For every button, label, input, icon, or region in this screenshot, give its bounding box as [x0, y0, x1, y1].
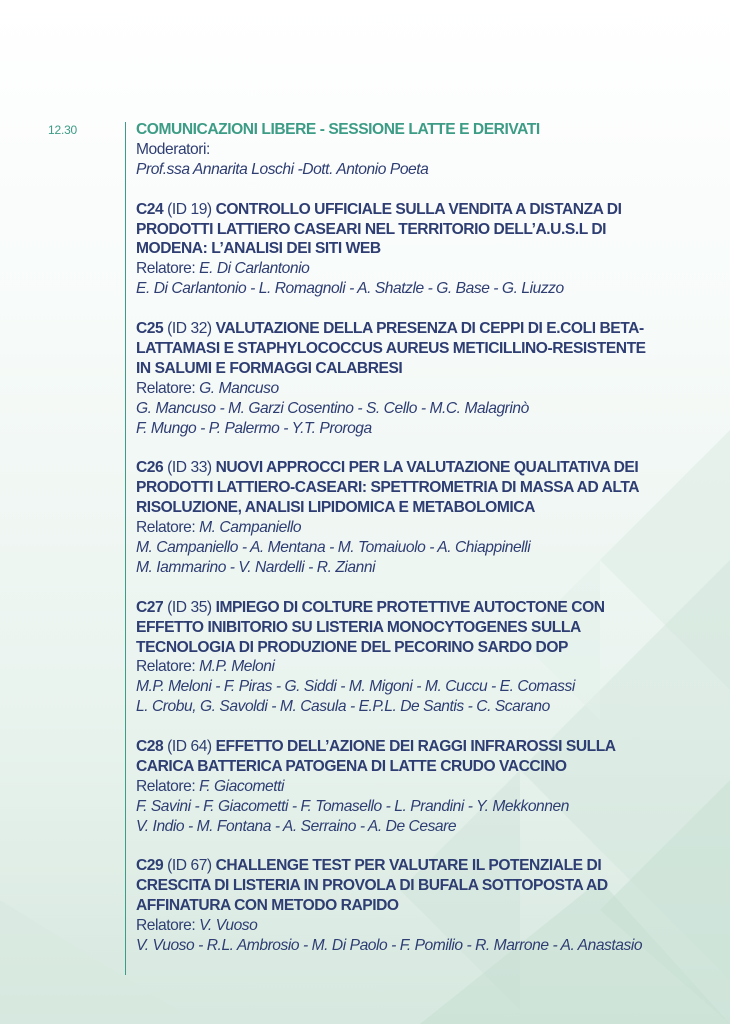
moderators-names: Prof.ssa Annarita Loschi -Dott. Antonio Poeta	[136, 160, 429, 178]
relatore-line	[136, 777, 696, 797]
abstract-title-text: EFFETTO DELL’AZIONE DEI RAGGI INFRAROSSI SULLA	[215, 738, 616, 756]
authors-line: M. Campaniello - A. Mentana - M. Tomaiuolo - A. Chiappinelli	[136, 538, 531, 556]
abstract-item	[136, 598, 696, 717]
abstract-title-text: MODENA: L’ANALISI DEI SITI WEB	[136, 240, 381, 258]
abstract-title-line	[136, 618, 696, 638]
abstract-item	[136, 319, 696, 438]
authors-line: G. Mancuso - M. Garzi Cosentino - S. Cello - M.C. Malagrinò	[136, 399, 529, 417]
abstract-title-line	[136, 598, 696, 618]
abstract-title-line	[136, 498, 696, 518]
abstract-title-text: AFFINATURA CON METODO RAPIDO	[136, 897, 399, 915]
abstract-title-line	[136, 876, 696, 896]
session-title: COMUNICAZIONI LIBERE - SESSIONE LATTE E DERIVATI	[136, 121, 540, 138]
abstract-title-text: CONTROLLO UFFICIALE SULLA VENDITA A DISTANZA DI	[215, 200, 622, 218]
abstract-title-line	[136, 757, 696, 777]
abstract-title-line	[136, 339, 696, 359]
abstract-title-line	[136, 319, 696, 339]
abstract-code: C26	[136, 459, 164, 477]
moderators-label: Moderatori:	[136, 140, 210, 158]
abstract-title-text: RISOLUZIONE, ANALISI LIPIDOMICA E METABOLOMICA	[136, 499, 535, 517]
abstract-id: (ID 64)	[167, 738, 212, 756]
relatore-name: M. Campaniello	[199, 519, 302, 537]
relatore-label: Relatore:	[136, 658, 196, 676]
authors-line: F. Mungo - P. Palermo - Y.T. Proroga	[136, 419, 372, 437]
authors-line: M. Iammarino - V. Nardelli - R. Zianni	[136, 558, 376, 576]
abstract-code: C25	[136, 320, 164, 338]
abstract-title-line	[136, 478, 696, 498]
session-block	[136, 120, 696, 956]
session-time: 12.30	[48, 123, 78, 137]
relatore-name: M.P. Meloni	[199, 658, 275, 676]
relatore-line	[136, 518, 696, 538]
abstract-title-line	[136, 458, 696, 478]
abstract-list	[136, 200, 696, 956]
abstract-item	[136, 856, 696, 956]
abstract-code: C28	[136, 738, 164, 756]
relatore-label: Relatore:	[136, 379, 196, 397]
abstract-title-line	[136, 239, 696, 259]
abstract-title-text: PRODOTTI LATTIERO CASEARI NEL TERRITORIO DELL’A.U.S.L DI	[136, 220, 607, 238]
relatore-line	[136, 379, 696, 399]
abstract-id: (ID 19)	[167, 200, 212, 218]
abstract-title-text: CARICA BATTERICA PATOGENA DI LATTE CRUDO VACCINO	[136, 757, 567, 775]
abstract-title-line	[136, 359, 696, 379]
abstract-code: C24	[136, 200, 164, 218]
authors-line: V. Indio - M. Fontana - A. Serraino - A. De Cesare	[136, 817, 457, 835]
timeline-divider	[125, 122, 126, 975]
relatore-name: G. Mancuso	[199, 379, 279, 397]
abstract-id: (ID 35)	[167, 598, 212, 616]
abstract-item	[136, 200, 696, 300]
abstract-title-line	[136, 737, 696, 757]
relatore-line	[136, 916, 696, 936]
relatore-name: E. Di Carlantonio	[199, 260, 310, 278]
relatore-label: Relatore:	[136, 917, 196, 935]
abstract-title-text: IMPIEGO DI COLTURE PROTETTIVE AUTOCTONE CON	[215, 598, 605, 616]
abstract-title-text: CRESCITA DI LISTERIA IN PROVOLA DI BUFALA SOTTOPOSTA AD	[136, 877, 608, 895]
relatore-label: Relatore:	[136, 777, 196, 795]
relatore-name: F. Giacometti	[199, 777, 284, 795]
abstract-id: (ID 33)	[167, 459, 212, 477]
abstract-title-line	[136, 638, 696, 658]
abstract-title-text: PRODOTTI LATTIERO-CASEARI: SPETTROMETRIA DI MASSA AD ALTA	[136, 479, 640, 497]
abstract-title-line	[136, 896, 696, 916]
relatore-name: V. Vuoso	[199, 917, 258, 935]
abstract-title-line	[136, 200, 696, 220]
abstract-title-text: LATTAMASI E STAPHYLOCOCCUS AUREUS METICILLINO-RESISTENTE	[136, 339, 646, 357]
relatore-line	[136, 657, 696, 677]
abstract-title-text: IN SALUMI E FORMAGGI CALABRESI	[136, 359, 403, 377]
abstract-item	[136, 458, 696, 577]
abstract-title-text: NUOVI APPROCCI PER LA VALUTAZIONE QUALITATIVA DEI	[215, 459, 639, 477]
abstract-code: C29	[136, 857, 164, 875]
abstract-id: (ID 32)	[167, 320, 212, 338]
abstract-title-text: CHALLENGE TEST PER VALUTARE IL POTENZIALE DI	[215, 857, 602, 875]
abstract-code: C27	[136, 598, 164, 616]
authors-line: F. Savini - F. Giacometti - F. Tomasello - L. Prandini - Y. Mekkonnen	[136, 797, 569, 815]
authors-line: E. Di Carlantonio - L. Romagnoli - A. Shatzle - G. Base - G. Liuzzo	[136, 280, 564, 298]
relatore-line	[136, 259, 696, 279]
abstract-id: (ID 67)	[167, 857, 212, 875]
authors-line: V. Vuoso - R.L. Ambrosio - M. Di Paolo - F. Pomilio - R. Marrone - A. Anastasio	[136, 937, 643, 955]
abstract-title-text: TECNOLOGIA DI PRODUZIONE DEL PECORINO SARDO DOP	[136, 638, 568, 656]
relatore-label: Relatore:	[136, 260, 196, 278]
abstract-title-text: EFFETTO INIBITORIO SU LISTERIA MONOCYTOGENES SULLA	[136, 618, 581, 636]
authors-line: L. Crobu, G. Savoldi - M. Casula - E.P.L. De Santis - C. Scarano	[136, 698, 550, 716]
abstract-title-text: VALUTAZIONE DELLA PRESENZA DI CEPPI DI E.COLI BETA-	[215, 320, 644, 338]
abstract-item	[136, 737, 696, 837]
abstract-title-line	[136, 220, 696, 240]
relatore-label: Relatore:	[136, 519, 196, 537]
authors-line: M.P. Meloni - F. Piras - G. Siddi - M. Migoni - M. Cuccu - E. Comassi	[136, 678, 575, 696]
abstract-title-line	[136, 856, 696, 876]
